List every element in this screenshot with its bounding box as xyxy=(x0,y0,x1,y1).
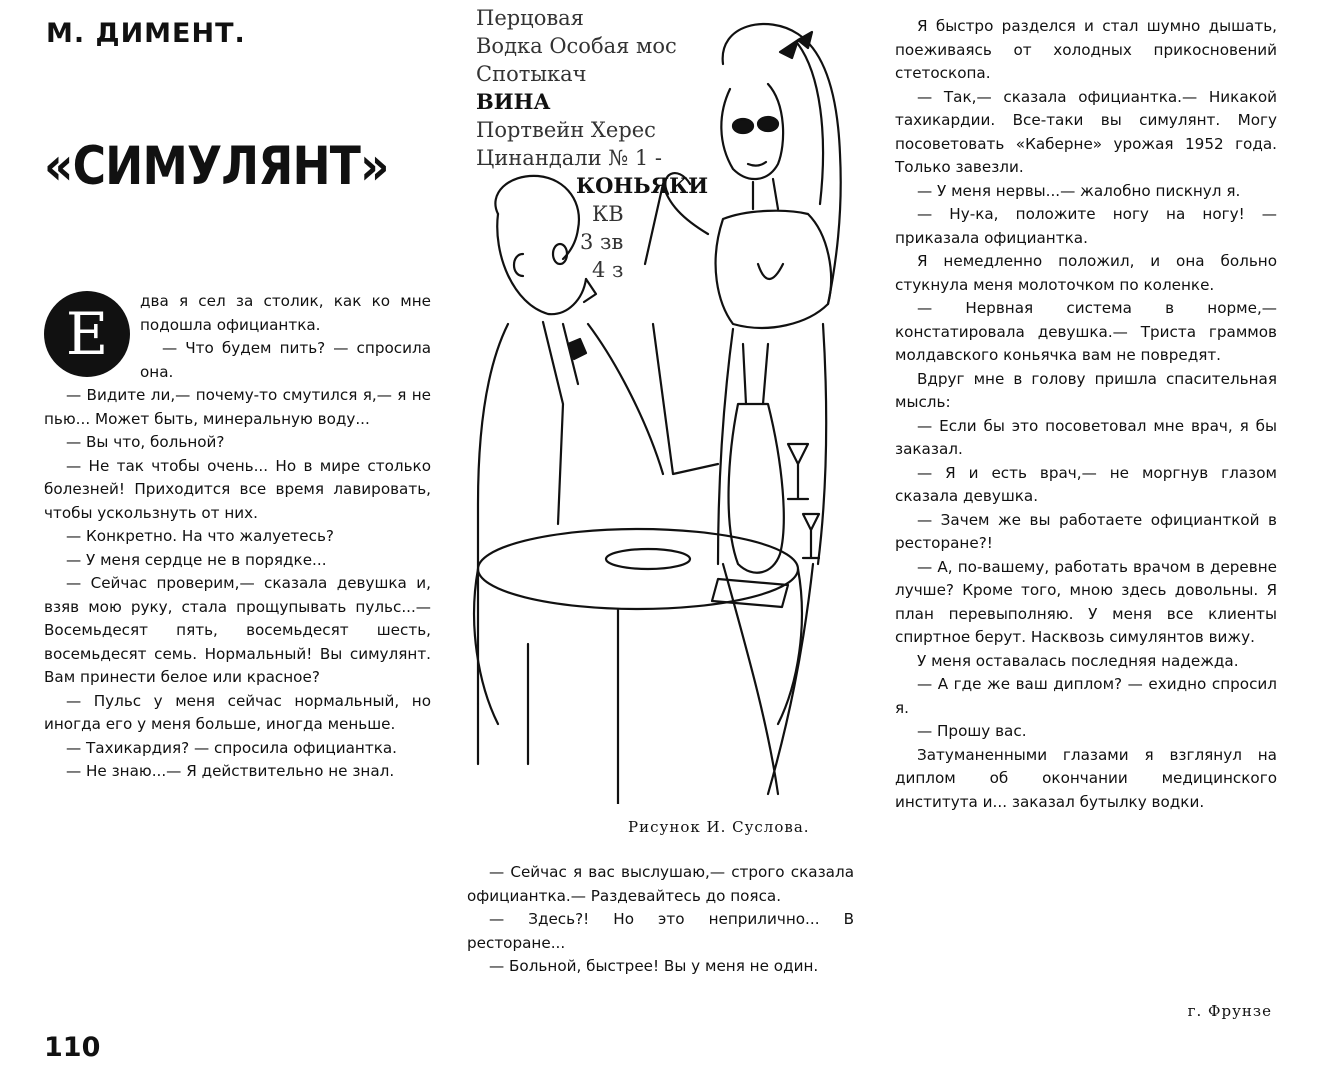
illustration-credit: Рисунок И. Суслова. xyxy=(628,818,810,836)
paragraph: — Нервная система в норме,— констатировала девушка.— Триста граммов молдавского коньячка вам не повредят. xyxy=(895,299,1277,364)
paragraph: — Ну-ка, положите ногу на ногу! — приказала официантка. xyxy=(895,205,1277,247)
plate xyxy=(606,549,690,569)
page-number: 110 xyxy=(44,1032,101,1063)
paragraph: — А где же ваш диплом? — ехидно спросил я. xyxy=(895,675,1277,717)
drop-cap: Е xyxy=(44,291,130,377)
paragraph: Затуманенными глазами я взглянул на диплом об окончании медицинского института и... заказал бутылку водки. xyxy=(895,745,1277,811)
paragraph: — У меня нервы...— жалобно пискнул я. xyxy=(917,181,1241,200)
paragraph: — Сейчас проверим,— сказала девушка и, взяв мою руку, стала прощупывать пульс...— Восемьдесят пять, восемьдесят шесть, восемьдесят семь. Нормальный! Вы симулянт. Вам принести белое или красное? xyxy=(44,574,431,686)
paragraph: — Так,— сказала официантка.— Никакой тахикардии. Все-таки вы симулянт. Могу посоветовать «Каберне» урожая 1952 года. Только завезли. xyxy=(895,87,1277,176)
menu-line: Спотыкач xyxy=(476,62,587,86)
paragraph: — Что будем пить? — спросила она. xyxy=(140,339,431,381)
waitress-blouse xyxy=(716,211,831,328)
author-name: М. ДИМЕНТ. xyxy=(46,18,246,49)
customer-jacket xyxy=(478,324,663,704)
text-column-2 xyxy=(467,861,854,979)
story-title: «СИМУЛЯНТ» xyxy=(44,136,389,197)
restaurant-menu-board xyxy=(476,4,716,284)
wine-glass xyxy=(788,444,808,499)
text-column-1 xyxy=(44,290,431,784)
paragraph: У меня оставалась последняя надежда. xyxy=(917,651,1239,670)
paragraph: — Видите ли,— почему-то смутился я,— я не пью... Может быть, минеральную воду... xyxy=(44,386,431,428)
paragraph: два я сел за столик, как ко мне подошла официантка. xyxy=(140,292,431,334)
paragraph: — Зачем же вы работаете официанткой в ресторане?! xyxy=(895,510,1277,552)
menu-line: Водка Особая мос xyxy=(476,34,677,58)
paragraph: — Сейчас я вас выслушаю,— строго сказала официантка.— Раздевайтесь до пояса. xyxy=(467,863,854,905)
wine-glass xyxy=(803,514,819,558)
paragraph: Я немедленно положил, и она больно стукнула меня молоточком по коленке. xyxy=(895,252,1277,294)
paragraph: — Вы что, больной? xyxy=(66,433,225,451)
note-card xyxy=(712,579,788,607)
paragraph: Вдруг мне в голову пришла спасительная мысль: xyxy=(895,369,1277,411)
menu-heading: КОНЬЯКИ xyxy=(576,173,709,198)
paragraph: Я быстро разделся и стал шумно дышать, поеживаясь от холодных прикосновений стетоскопа. xyxy=(895,17,1277,82)
paragraph: — Не знаю...— Я действительно не знал. xyxy=(66,762,395,780)
paragraph: — У меня сердце не в порядке... xyxy=(66,550,327,569)
paragraph: — Если бы это посоветовал мне врач, я бы заказал. xyxy=(895,416,1277,458)
menu-line: Портвейн Херес xyxy=(476,118,656,142)
paragraph: — Здесь?! Но это неприлично... В ресторане... xyxy=(467,910,854,952)
menu-line: 4 з xyxy=(592,258,624,282)
menu-line: Перцовая xyxy=(476,6,584,30)
paragraph: — А, по-вашему, работать врачом в деревне лучше? Кроме того, мною здесь довольны. Я план перевыполняю. У меня все клиенты спиртное берут. Насквозь симулянтов вижу. xyxy=(895,557,1277,646)
paragraph: — Прошу вас. xyxy=(917,722,1027,740)
paragraph: — Пульс у меня сейчас нормальный, но иногда его у меня больше, иногда меньше. xyxy=(44,691,431,733)
paragraph: — Тахикардия? — спросила официантка. xyxy=(66,738,398,757)
paragraph: — Больной, быстрее! Вы у меня не один. xyxy=(489,957,819,975)
menu-heading: ВИНА xyxy=(476,89,551,114)
paragraph: — Конкретно. На что жалуетесь? xyxy=(66,527,334,545)
paragraph: — Я и есть врач,— не моргнув глазом сказала девушка. xyxy=(895,463,1277,505)
paragraph: — Не так чтобы очень... Но в мире столько болезней! Приходится все время лавировать, чтобы ускользнуть от них. xyxy=(44,456,431,522)
text-column-3 xyxy=(895,15,1277,814)
menu-line: 3 зв xyxy=(580,230,624,254)
menu-line: Цинандали № 1 - xyxy=(476,146,662,170)
tablecloth xyxy=(474,569,802,724)
menu-line: КВ xyxy=(592,202,624,226)
place-signature: г. Фрунзе xyxy=(1187,1002,1272,1020)
